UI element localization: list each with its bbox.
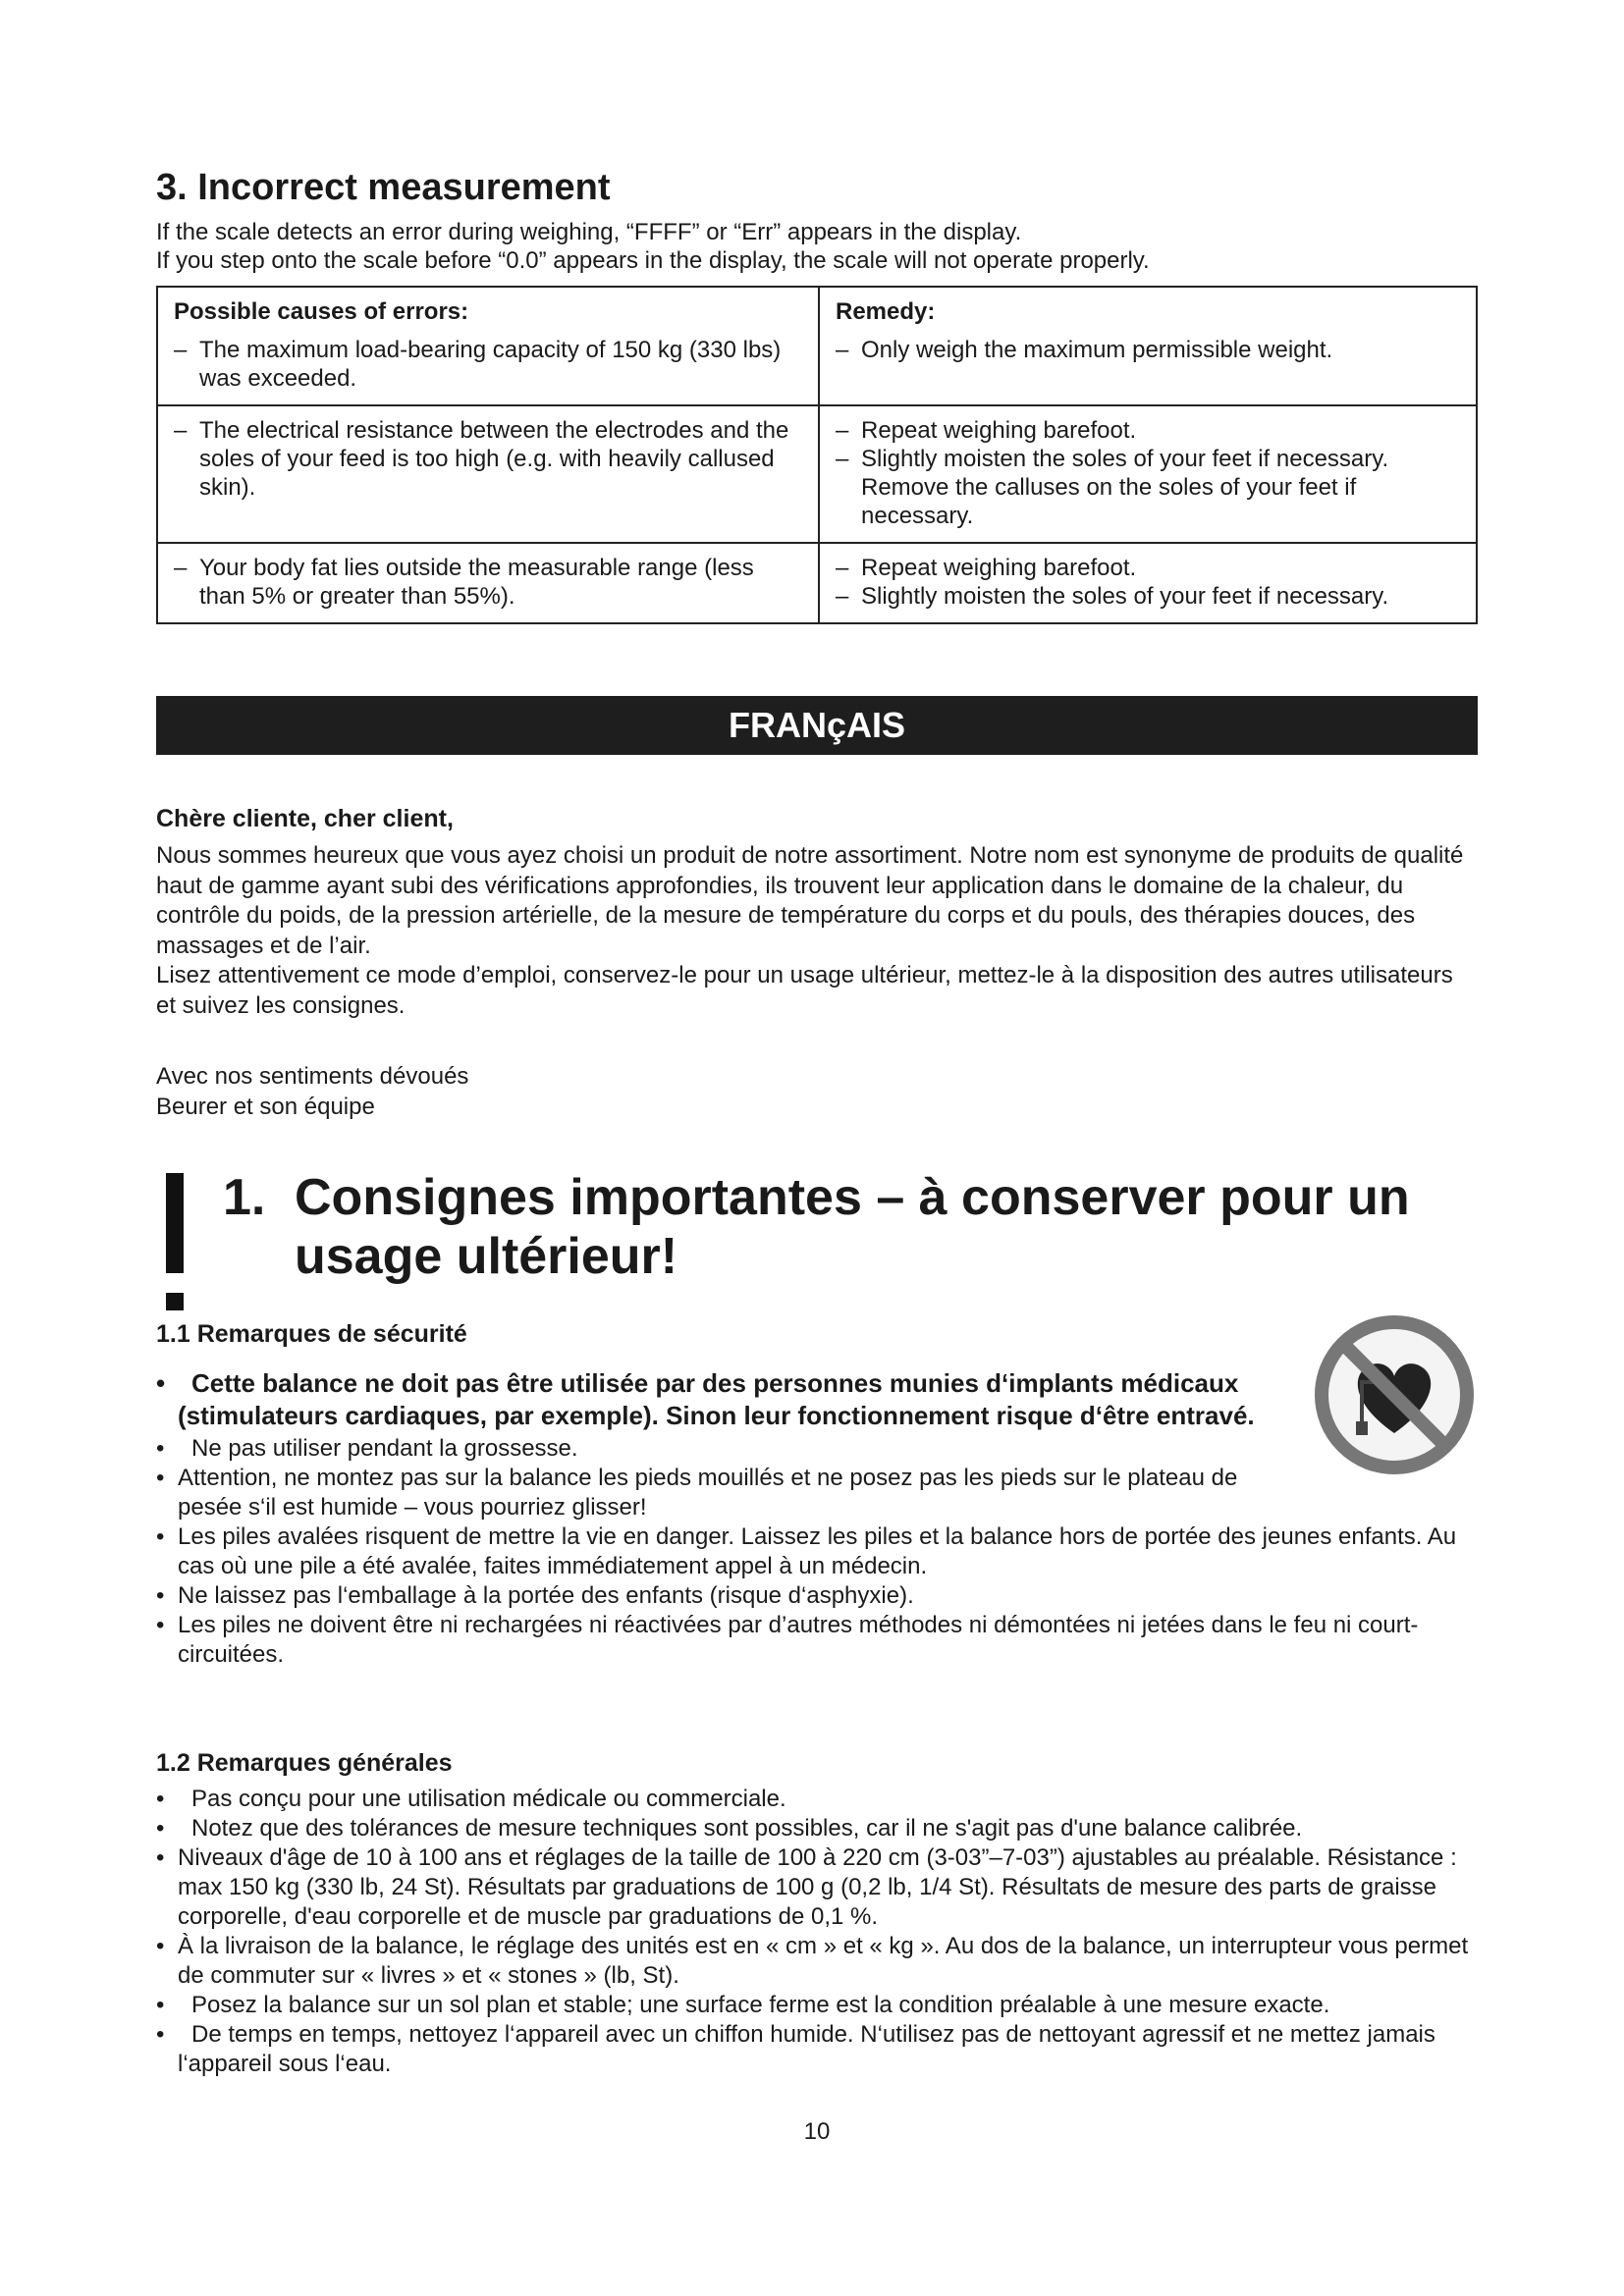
- exclamation-mark-icon: [166, 1173, 184, 1310]
- list-item: • Les piles avalées risquent de mettre la vie en danger. Laissez les piles et la balance hors de portée des jeunes enfants. Au cas où une pile a été avalée, faites immédiatement appel à un médecin.: [156, 1522, 1478, 1581]
- intro-line: If the scale detects an error during weighing, “FFFF” or “Err” appears in the display.: [156, 219, 1022, 245]
- list-item: • Attention, ne montez pas sur la balance les pieds mouillés et ne posez pas les pieds sur le plateau de pesée s‘il est humide – vous pourriez glisser!: [156, 1464, 1297, 1522]
- list-item: • Notez que des tolérances de mesure techniques sont possibles, car il ne s'agit pas d'une balance calibrée.: [156, 1814, 1478, 1843]
- remedy-cell: [819, 543, 1477, 623]
- column-header-remedy: Remedy:: [819, 287, 1477, 330]
- language-banner-francais: FRANçAIS: [156, 696, 1478, 755]
- chapter-title: [223, 1168, 1410, 1286]
- salutation: Chère cliente, cher client,: [156, 805, 454, 832]
- closing-line: Avec nos sentiments dévoués: [156, 1063, 469, 1090]
- cause-cell: [157, 543, 819, 623]
- remedy-item: – Slightly moisten the soles of your feet if necessary. Remove the calluses on the soles of your feet if necessary.: [836, 445, 1460, 530]
- list-item: • Posez la balance sur un sol plan et stable; une surface ferme est la condition préalable à une mesure exacte.: [156, 1991, 1478, 2020]
- section-title-incorrect-measurement: 3. Incorrect measurement: [156, 167, 611, 208]
- remedy-item: – Only weigh the maximum permissible weight.: [836, 336, 1460, 364]
- list-item: • Ne laissez pas l‘emballage à la portée des enfants (risque d‘asphyxie).: [156, 1581, 1478, 1611]
- safety-list: [156, 1367, 1478, 1670]
- remedy-cell: [819, 405, 1477, 543]
- list-item: • Cette balance ne doit pas être utilisée par des personnes munies d‘implants médicaux (stimulateurs cardiaques, par exemple). Sinon leur fonctionnement risque d‘être entravé.: [156, 1367, 1297, 1432]
- letter-body: [156, 841, 1478, 1021]
- table-row: [157, 405, 1477, 543]
- list-item: • Les piles ne doivent être ni rechargées ni réactivées par d’autres méthodes ni démontées ni jetées dans le feu ni court-circuitées.: [156, 1611, 1478, 1670]
- remedy-item: – Repeat weighing barefoot.: [836, 416, 1460, 445]
- page-number: 10: [803, 2118, 831, 2145]
- section-intro: [156, 218, 1150, 275]
- subsection-title-safety: 1.1 Remarques de sécurité: [156, 1320, 467, 1348]
- letter-paragraph: Nous sommes heureux que vous ayez choisi un produit de notre assortiment. Notre nom est synonyme de produits de qualité haut de gamme ayant subi des vérifications approfondies, ils trouvent leur application dans le domaine de la chaleur, du contrôle du poids, de la pression artérielle, de la mesure de température du corps et du pouls, des thérapies douces, des massages et de l’air.: [156, 842, 1464, 959]
- list-item: • De temps en temps, nettoyez l‘appareil avec un chiffon humide. N‘utilisez pas de nettoyant agressif et ne mettez jamais l‘appareil sous l‘eau.: [156, 2020, 1478, 2079]
- list-item: • À la livraison de la balance, le réglage des unités est en « cm » et « kg ». Au dos de la balance, un interrupteur vous permet de commuter sur « livres » et « stones » (lb, St).: [156, 1932, 1478, 1991]
- cause-item: – The electrical resistance between the electrodes and the soles of your feed is too high (e.g. with heavily callused skin).: [174, 416, 802, 502]
- letter-signature: [156, 1062, 468, 1122]
- intro-line: If you step onto the scale before “0.0” appears in the display, the scale will not operate properly.: [156, 247, 1150, 274]
- cause-item: – Your body fat lies outside the measurable range (less than 5% or greater than 55%).: [174, 554, 802, 611]
- cause-item: – The maximum load-bearing capacity of 150 kg (330 lbs) was exceeded.: [174, 336, 802, 393]
- subsection-title-general: 1.2 Remarques générales: [156, 1749, 453, 1777]
- remedy-cell: [819, 330, 1477, 405]
- chapter-title-line: Consignes importantes – à conserver pour un: [295, 1169, 1410, 1226]
- remedy-item: – Slightly moisten the soles of your feet if necessary.: [836, 582, 1460, 611]
- no-pacemaker-icon: [1315, 1315, 1474, 1474]
- remedy-item: – Repeat weighing barefoot.: [836, 554, 1460, 582]
- general-list: [156, 1785, 1478, 2079]
- cause-cell: [157, 405, 819, 543]
- letter-paragraph: Lisez attentivement ce mode d’emploi, conservez-le pour un usage ultérieur, mettez-le à la disposition des autres utilisateurs et suivez les consignes.: [156, 962, 1453, 1019]
- table-row: [157, 543, 1477, 623]
- closing-line: Beurer et son équipe: [156, 1093, 375, 1120]
- chapter-title-line: usage ultérieur!: [295, 1228, 678, 1285]
- column-header-causes: Possible causes of errors:: [157, 287, 819, 330]
- cause-cell: [157, 330, 819, 405]
- table-row: [157, 330, 1477, 405]
- error-table: [156, 286, 1478, 624]
- chapter-number: 1.: [223, 1169, 266, 1226]
- list-item: • Ne pas utiliser pendant la grossesse.: [156, 1434, 1297, 1464]
- list-item: • Pas conçu pour une utilisation médicale ou commerciale.: [156, 1785, 1478, 1814]
- list-item: • Niveaux d'âge de 10 à 100 ans et réglages de la taille de 100 à 220 cm (3-03”–7-03”) ajustables au préalable. Résistance : max 150 kg (330 lb, 24 St). Résultats par graduations de 100 g (0,2 lb, 1/4 St). Résultats de mesure des parts de graisse corporelle, d'eau corporelle et de muscle par graduations de 0,1 %.: [156, 1843, 1478, 1932]
